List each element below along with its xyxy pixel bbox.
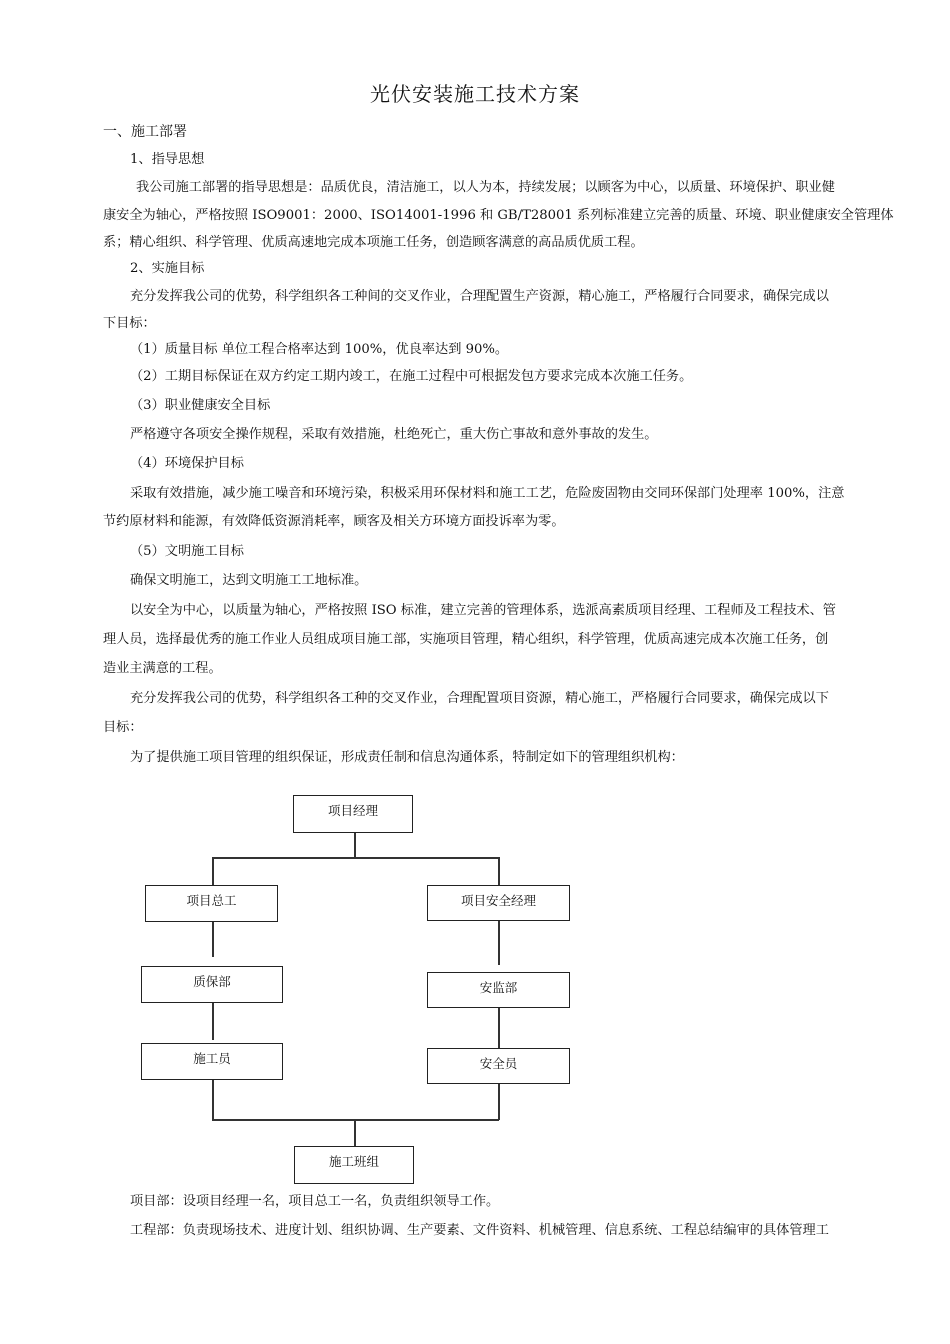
goal-item: （1）质量目标 单位工程合格率达到 100%，优良率达到 90%。 (130, 342, 509, 357)
org-box-construction-team: 施工班组 (294, 1146, 414, 1184)
org-box-constructor: 施工员 (141, 1043, 283, 1080)
goal-item: （2）工期目标保证在双方约定工期内竣工，在施工过程中可根据发包方要求完成本次施工任务。 (130, 369, 693, 384)
goal-item: （5）文明施工目标 (130, 544, 244, 559)
paragraph-line: 康安全为轴心，严格按照 ISO9001：2000、ISO14001-1996 和 GB/T28001 系列标准建立完善的质量、环境、职业健康安全管理体 (103, 208, 894, 223)
paragraph-line: 充分发挥我公司的优势，科学组织各工种的交叉作业，合理配置项目资源，精心施工，严格履行合同要求，确保完成以下 (130, 691, 829, 706)
paragraph-line: 工程部：负责现场技术、进度计划、组织协调、生产要素、文件资料、机械管理、信息系统、工程总结编审的具体管理工 (130, 1223, 829, 1238)
org-box-safety-dept: 安监部 (427, 972, 570, 1008)
connector-line (498, 1084, 500, 1120)
connector-line (354, 833, 356, 857)
paragraph-line: 为了提供施工项目管理的组织保证，形成责任制和信息沟通体系，特制定如下的管理组织机构： (130, 750, 684, 765)
goal-item: （3）职业健康安全目标 (130, 398, 271, 413)
paragraph-line: 确保文明施工，达到文明施工工地标准。 (130, 573, 368, 588)
subsection-heading: 1、指导思想 (130, 152, 205, 167)
section-heading: 一、施工部署 (103, 124, 187, 140)
page-title: 光伏安装施工技术方案 (370, 82, 580, 106)
paragraph-line: 项目部：设项目经理一名，项目总工一名，负责组织领导工作。 (130, 1194, 500, 1209)
connector-line (212, 1119, 499, 1121)
goal-item: （4）环境保护目标 (130, 456, 244, 471)
paragraph-line: 以安全为中心，以质量为轴心，严格按照 ISO 标准，建立完善的管理体系，选派高素质项目经理、工程师及工程技术、管 (130, 603, 836, 618)
connector-line (212, 857, 499, 859)
connector-line (212, 922, 214, 957)
paragraph-line: 系；精心组织、科学管理、优质高速地完成本项施工任务，创造顾客满意的高品质优质工程。 (103, 235, 644, 250)
paragraph-line: 下目标： (103, 316, 156, 331)
org-box-safety-officer: 安全员 (427, 1048, 570, 1084)
connector-line (354, 1119, 356, 1146)
paragraph-line: 采取有效措施，减少施工噪音和环境污染，积极采用环保材料和施工工艺，危险废固物由交同环保部门处理率 100%，注意 (130, 486, 845, 501)
paragraph-line: 充分发挥我公司的优势，科学组织各工种间的交叉作业，合理配置生产资源，精心施工，严格履行合同要求，确保完成以 (130, 289, 829, 304)
connector-line (498, 857, 500, 886)
paragraph-line: 我公司施工部署的指导思想是：品质优良，清洁施工，以人为本，持续发展；以顾客为中心，以质量、环境保护、职业健 (136, 180, 835, 195)
subsection-heading: 2、实施目标 (130, 261, 205, 276)
paragraph-line: 目标： (103, 720, 143, 735)
paragraph-line: 理人员，选择最优秀的施工作业人员组成项目施工部，实施项目管理，精心组织，科学管理，优质高速完成本次施工任务，创 (103, 632, 829, 647)
org-box-safety-manager: 项目安全经理 (427, 885, 570, 921)
paragraph-line: 严格遵守各项安全操作规程，采取有效措施，杜绝死亡，重大伤亡事故和意外事故的发生。 (130, 427, 658, 442)
org-box-chief-engineer: 项目总工 (145, 885, 278, 922)
connector-line (498, 921, 500, 965)
connector-line (212, 1080, 214, 1120)
connector-line (498, 1008, 500, 1048)
org-box-quality-dept: 质保部 (141, 966, 283, 1003)
paragraph-line: 造业主满意的工程。 (103, 661, 222, 676)
connector-line (212, 857, 214, 885)
connector-line (212, 1003, 214, 1040)
paragraph-line: 节约原材料和能源，有效降低资源消耗率，顾客及相关方环境方面投诉率为零。 (103, 514, 565, 529)
org-box-project-manager: 项目经理 (293, 795, 413, 833)
